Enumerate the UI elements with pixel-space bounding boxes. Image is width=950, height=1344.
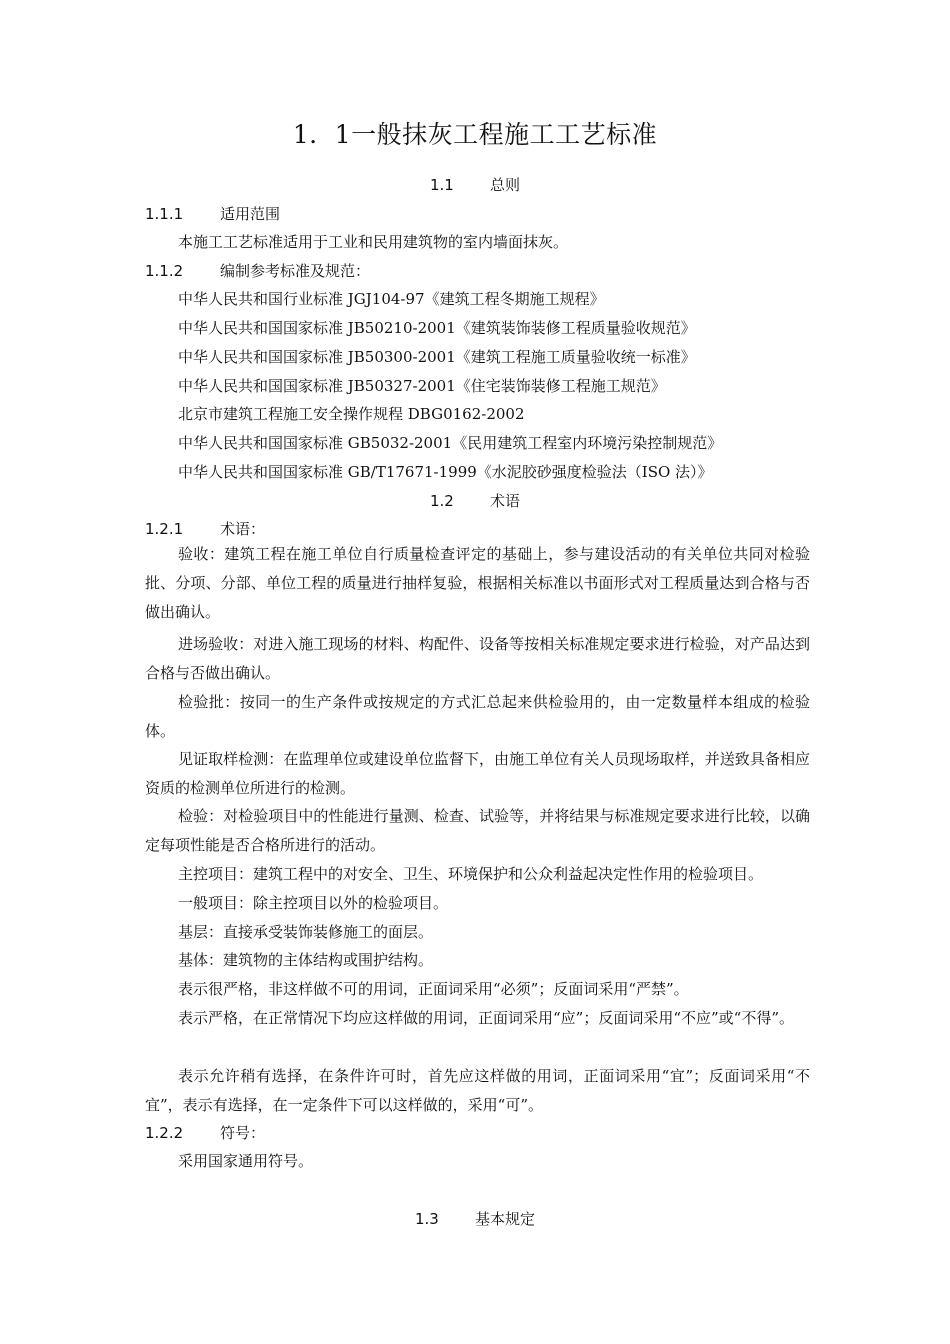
reference-item: 中华人民共和国国家标准 GB5032-2001《民用建筑工程室内环境污染控制规范》: [178, 434, 723, 452]
term-paragraph: 检验：对检验项目中的性能进行量测、检查、试验等，并将结果与标准规定要求进行比较，以确定每项性能是否合格所进行的活动。: [145, 807, 810, 854]
reference-item: 北京市建筑工程施工安全操作规程 DBG0162-2002: [178, 405, 525, 423]
term-paragraph: 一般项目：除主控项目以外的检验项目。: [178, 894, 449, 912]
reference-item: 中华人民共和国国家标准 JB50300-2001《建筑工程施工质量验收统一标准》: [178, 348, 696, 366]
subsection-heading-1-1-1: [145, 203, 280, 225]
section-title: 总则: [489, 176, 520, 194]
subsection-heading-1-2-1: [145, 518, 265, 540]
term-paragraph: 基体：建筑物的主体结构或围护结构。: [178, 951, 434, 969]
section-title: 术语: [489, 492, 520, 510]
subsection-number: 1.1.2: [145, 262, 184, 280]
subsection-number: 1.2.2: [145, 1124, 184, 1142]
subsection-number: 1.2.1: [145, 520, 184, 538]
section-number: 1.3: [414, 1210, 439, 1228]
section-heading-1-3: [0, 1208, 950, 1230]
section-number: 1.1: [429, 176, 454, 194]
section-number: 1.2: [429, 492, 454, 510]
term-paragraph: 基层：直接承受装饰装修施工的面层。: [178, 923, 434, 941]
reference-item: 中华人民共和国国家标准 JB50210-2001《建筑装饰装修工程质量验收规范》: [178, 319, 696, 337]
term-paragraph: 表示很严格，非这样做不可的用词，正面词采用“必须”；反面词采用“严禁”。: [178, 980, 689, 998]
section-title: 基本规定: [474, 1210, 535, 1228]
term-paragraph: 主控项目：建筑工程中的对安全、卫生、环境保护和公众利益起决定性作用的检验项目。: [178, 865, 764, 883]
term-paragraph: 验收：建筑工程在施工单位自行质量检查评定的基础上，参与建设活动的有关单位共同对检验批、分项、分部、单位工程的质量进行抽样复验，根据相关标准以书面形式对工程质量达到合格与否做出确认。: [145, 545, 810, 621]
term-paragraph: 见证取样检测：在监理单位或建设单位监督下，由施工单位有关人员现场取样，并送致具备相应资质的检测单位所进行的检测。: [145, 750, 810, 797]
reference-item: 中华人民共和国国家标准 GB/T17671-1999《水泥胶砂强度检验法（ISO 法）》: [178, 463, 713, 481]
reference-item: 中华人民共和国国家标准 JB50327-2001《住宅装饰装修工程施工规范》: [178, 377, 666, 395]
section-heading-1-2: [0, 490, 950, 512]
term-paragraph: 表示允许稍有选择，在条件许可时，首先应这样做的用词，正面词采用“宜”；反面词采用“不宜”，表示有选择，在一定条件下可以这样做的，采用“可”。: [145, 1067, 810, 1114]
subsection-title: 符号：: [220, 1124, 266, 1142]
term-paragraph: 进场验收：对进入施工现场的材料、构配件、设备等按相关标准规定要求进行检验，对产品达到合格与否做出确认。: [145, 635, 810, 682]
subsection-heading-1-1-2: [145, 260, 370, 282]
subsection-title: 适用范围: [220, 205, 281, 223]
section-heading-1-1: [0, 174, 950, 196]
subsection-title: 术语：: [220, 520, 266, 538]
reference-item: 中华人民共和国行业标准 JGJ104-97《建筑工程冬期施工规程》: [178, 290, 605, 308]
scope-paragraph: 本施工工艺标准适用于工业和民用建筑物的室内墙面抹灰。: [178, 233, 569, 251]
term-paragraph: 检验批：按同一的生产条件或按规定的方式汇总起来供检验用的，由一定数量样本组成的检验体。: [145, 693, 810, 740]
page-title: 1．1一般抹灰工程施工工艺标准: [292, 120, 658, 149]
term-paragraph: 表示严格，在正常情况下均应这样做的用词，正面词采用“应”；反面词采用“不应”或“不得”。: [178, 1009, 795, 1027]
subsection-number: 1.1.1: [145, 205, 184, 223]
subsection-heading-1-2-2: [145, 1122, 265, 1144]
subsection-title: 编制参考标准及规范：: [220, 262, 371, 280]
symbols-paragraph: 采用国家通用符号。: [178, 1152, 314, 1170]
